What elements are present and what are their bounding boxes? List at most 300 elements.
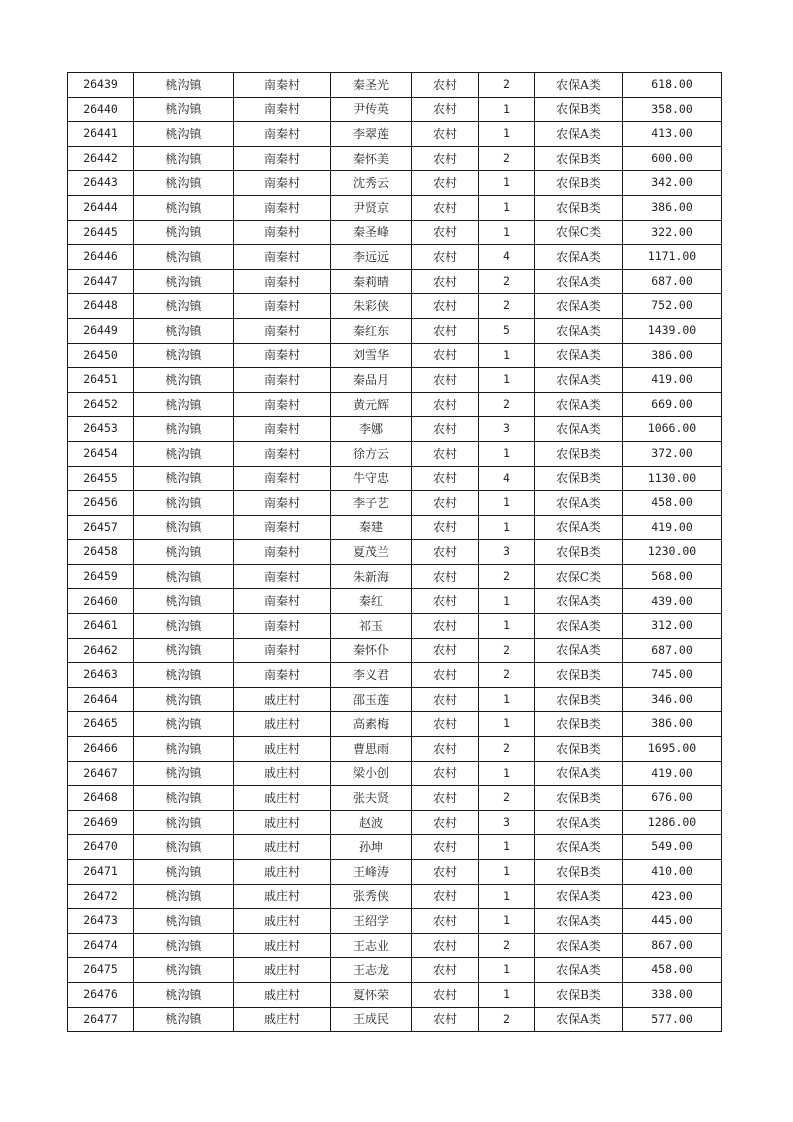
insurance-category-cell: 农保B类: [535, 712, 623, 737]
insurance-category-cell: 农保B类: [535, 737, 623, 762]
area-type-cell: 农村: [412, 564, 479, 589]
table-row: [68, 564, 722, 589]
area-type-cell: 农村: [412, 540, 479, 565]
amount-cell: 410.00: [623, 860, 722, 885]
township-cell: 桃沟镇: [134, 73, 234, 98]
village-cell: 南秦村: [234, 589, 331, 614]
amount-cell: 413.00: [623, 122, 722, 147]
area-type-cell: 农村: [412, 220, 479, 245]
village-cell: 南秦村: [234, 417, 331, 442]
household-size-cell: 2: [479, 564, 535, 589]
area-type-cell: 农村: [412, 958, 479, 983]
area-type-cell: 农村: [412, 491, 479, 516]
name-cell: 刘雪华: [331, 343, 412, 368]
name-cell: 曹思雨: [331, 737, 412, 762]
name-cell: 祁玉: [331, 614, 412, 639]
name-cell: 尹贤京: [331, 195, 412, 220]
name-cell: 秦怀美: [331, 146, 412, 171]
village-cell: 戚庄村: [234, 860, 331, 885]
insurance-category-cell: 农保A类: [535, 933, 623, 958]
amount-cell: 618.00: [623, 73, 722, 98]
serial-number-cell: 26446: [68, 245, 134, 270]
name-cell: 秦红: [331, 589, 412, 614]
amount-cell: 419.00: [623, 368, 722, 393]
township-cell: 桃沟镇: [134, 982, 234, 1007]
township-cell: 桃沟镇: [134, 958, 234, 983]
area-type-cell: 农村: [412, 97, 479, 122]
table-row: [68, 146, 722, 171]
insurance-category-cell: 农保A类: [535, 835, 623, 860]
amount-cell: 386.00: [623, 195, 722, 220]
village-cell: 戚庄村: [234, 712, 331, 737]
township-cell: 桃沟镇: [134, 122, 234, 147]
name-cell: 牛守忠: [331, 466, 412, 491]
amount-cell: 669.00: [623, 392, 722, 417]
insurance-category-cell: 农保C类: [535, 564, 623, 589]
household-size-cell: 2: [479, 933, 535, 958]
area-type-cell: 农村: [412, 737, 479, 762]
area-type-cell: 农村: [412, 663, 479, 688]
township-cell: 桃沟镇: [134, 638, 234, 663]
area-type-cell: 农村: [412, 146, 479, 171]
township-cell: 桃沟镇: [134, 737, 234, 762]
table-row: [68, 294, 722, 319]
village-cell: 戚庄村: [234, 737, 331, 762]
township-cell: 桃沟镇: [134, 1007, 234, 1032]
insurance-category-cell: 农保A类: [535, 761, 623, 786]
township-cell: 桃沟镇: [134, 146, 234, 171]
insurance-category-cell: 农保A类: [535, 417, 623, 442]
area-type-cell: 农村: [412, 171, 479, 196]
township-cell: 桃沟镇: [134, 294, 234, 319]
area-type-cell: 农村: [412, 687, 479, 712]
insurance-category-cell: 农保B类: [535, 146, 623, 171]
table-row: [68, 343, 722, 368]
township-cell: 桃沟镇: [134, 884, 234, 909]
amount-cell: 577.00: [623, 1007, 722, 1032]
insurance-category-cell: 农保A类: [535, 245, 623, 270]
name-cell: 朱彩侠: [331, 294, 412, 319]
household-size-cell: 1: [479, 491, 535, 516]
household-size-cell: 1: [479, 343, 535, 368]
insurance-category-cell: 农保C类: [535, 220, 623, 245]
serial-number-cell: 26442: [68, 146, 134, 171]
household-size-cell: 1: [479, 515, 535, 540]
name-cell: 张秀侠: [331, 884, 412, 909]
name-cell: 王峰涛: [331, 860, 412, 885]
township-cell: 桃沟镇: [134, 97, 234, 122]
insurance-category-cell: 农保A类: [535, 1007, 623, 1032]
township-cell: 桃沟镇: [134, 909, 234, 934]
serial-number-cell: 26464: [68, 687, 134, 712]
insurance-category-cell: 农保A类: [535, 73, 623, 98]
table-row: [68, 269, 722, 294]
household-size-cell: 1: [479, 97, 535, 122]
township-cell: 桃沟镇: [134, 835, 234, 860]
name-cell: 尹传英: [331, 97, 412, 122]
name-cell: 夏怀荣: [331, 982, 412, 1007]
village-cell: 戚庄村: [234, 810, 331, 835]
area-type-cell: 农村: [412, 786, 479, 811]
household-size-cell: 4: [479, 466, 535, 491]
serial-number-cell: 26466: [68, 737, 134, 762]
township-cell: 桃沟镇: [134, 220, 234, 245]
serial-number-cell: 26473: [68, 909, 134, 934]
township-cell: 桃沟镇: [134, 466, 234, 491]
village-cell: 南秦村: [234, 663, 331, 688]
township-cell: 桃沟镇: [134, 564, 234, 589]
village-cell: 戚庄村: [234, 835, 331, 860]
serial-number-cell: 26447: [68, 269, 134, 294]
village-cell: 南秦村: [234, 122, 331, 147]
village-cell: 戚庄村: [234, 884, 331, 909]
serial-number-cell: 26441: [68, 122, 134, 147]
amount-cell: 445.00: [623, 909, 722, 934]
name-cell: 孙坤: [331, 835, 412, 860]
insurance-category-cell: 农保A类: [535, 368, 623, 393]
household-size-cell: 2: [479, 73, 535, 98]
insurance-category-cell: 农保B类: [535, 982, 623, 1007]
name-cell: 秦圣光: [331, 73, 412, 98]
insurance-category-cell: 农保A类: [535, 638, 623, 663]
table-row: [68, 638, 722, 663]
amount-cell: 386.00: [623, 712, 722, 737]
amount-cell: 568.00: [623, 564, 722, 589]
township-cell: 桃沟镇: [134, 368, 234, 393]
insurance-category-cell: 农保B类: [535, 466, 623, 491]
village-cell: 南秦村: [234, 294, 331, 319]
table-row: [68, 810, 722, 835]
area-type-cell: 农村: [412, 122, 479, 147]
household-size-cell: 1: [479, 761, 535, 786]
table-row: [68, 712, 722, 737]
name-cell: 朱新海: [331, 564, 412, 589]
amount-cell: 322.00: [623, 220, 722, 245]
table-row: [68, 195, 722, 220]
serial-number-cell: 26477: [68, 1007, 134, 1032]
amount-cell: 386.00: [623, 343, 722, 368]
amount-cell: 419.00: [623, 761, 722, 786]
township-cell: 桃沟镇: [134, 392, 234, 417]
township-cell: 桃沟镇: [134, 171, 234, 196]
serial-number-cell: 26468: [68, 786, 134, 811]
table-row: [68, 491, 722, 516]
serial-number-cell: 26448: [68, 294, 134, 319]
village-cell: 南秦村: [234, 564, 331, 589]
household-size-cell: 1: [479, 958, 535, 983]
name-cell: 王成民: [331, 1007, 412, 1032]
village-cell: 南秦村: [234, 97, 331, 122]
name-cell: 秦红东: [331, 318, 412, 343]
name-cell: 张夫贤: [331, 786, 412, 811]
insurance-category-cell: 农保B类: [535, 663, 623, 688]
area-type-cell: 农村: [412, 441, 479, 466]
table-row: [68, 1007, 722, 1032]
village-cell: 南秦村: [234, 614, 331, 639]
table-row: [68, 786, 722, 811]
table-row: [68, 909, 722, 934]
serial-number-cell: 26475: [68, 958, 134, 983]
area-type-cell: 农村: [412, 761, 479, 786]
area-type-cell: 农村: [412, 638, 479, 663]
township-cell: 桃沟镇: [134, 933, 234, 958]
household-size-cell: 1: [479, 860, 535, 885]
township-cell: 桃沟镇: [134, 318, 234, 343]
household-size-cell: 2: [479, 663, 535, 688]
village-cell: 南秦村: [234, 515, 331, 540]
serial-number-cell: 26443: [68, 171, 134, 196]
area-type-cell: 农村: [412, 1007, 479, 1032]
household-size-cell: 3: [479, 417, 535, 442]
household-size-cell: 1: [479, 835, 535, 860]
amount-cell: 1230.00: [623, 540, 722, 565]
serial-number-cell: 26457: [68, 515, 134, 540]
name-cell: 王绍学: [331, 909, 412, 934]
table-row: [68, 540, 722, 565]
serial-number-cell: 26455: [68, 466, 134, 491]
name-cell: 李翠莲: [331, 122, 412, 147]
amount-cell: 676.00: [623, 786, 722, 811]
township-cell: 桃沟镇: [134, 614, 234, 639]
amount-cell: 338.00: [623, 982, 722, 1007]
name-cell: 秦品月: [331, 368, 412, 393]
amount-cell: 1439.00: [623, 318, 722, 343]
table-row: [68, 122, 722, 147]
household-size-cell: 1: [479, 884, 535, 909]
insurance-category-cell: 农保A类: [535, 810, 623, 835]
village-cell: 戚庄村: [234, 761, 331, 786]
amount-cell: 458.00: [623, 491, 722, 516]
serial-number-cell: 26456: [68, 491, 134, 516]
household-size-cell: 2: [479, 392, 535, 417]
area-type-cell: 农村: [412, 245, 479, 270]
table-row: [68, 687, 722, 712]
village-cell: 南秦村: [234, 318, 331, 343]
village-cell: 南秦村: [234, 220, 331, 245]
insurance-category-cell: 农保A类: [535, 294, 623, 319]
amount-cell: 867.00: [623, 933, 722, 958]
township-cell: 桃沟镇: [134, 491, 234, 516]
name-cell: 高素梅: [331, 712, 412, 737]
insurance-category-cell: 农保A类: [535, 515, 623, 540]
area-type-cell: 农村: [412, 835, 479, 860]
serial-number-cell: 26463: [68, 663, 134, 688]
serial-number-cell: 26440: [68, 97, 134, 122]
table-row: [68, 466, 722, 491]
serial-number-cell: 26450: [68, 343, 134, 368]
village-cell: 戚庄村: [234, 909, 331, 934]
village-cell: 南秦村: [234, 146, 331, 171]
name-cell: 梁小创: [331, 761, 412, 786]
household-size-cell: 5: [479, 318, 535, 343]
table-row: [68, 171, 722, 196]
name-cell: 秦建: [331, 515, 412, 540]
village-cell: 南秦村: [234, 245, 331, 270]
insurance-category-cell: 农保A类: [535, 122, 623, 147]
amount-cell: 439.00: [623, 589, 722, 614]
insurance-category-cell: 农保B类: [535, 860, 623, 885]
table-row: [68, 515, 722, 540]
insurance-category-cell: 农保A类: [535, 909, 623, 934]
serial-number-cell: 26458: [68, 540, 134, 565]
village-cell: 南秦村: [234, 269, 331, 294]
table-row: [68, 958, 722, 983]
township-cell: 桃沟镇: [134, 761, 234, 786]
area-type-cell: 农村: [412, 343, 479, 368]
area-type-cell: 农村: [412, 589, 479, 614]
insurance-category-cell: 农保B类: [535, 687, 623, 712]
insurance-category-cell: 农保B类: [535, 195, 623, 220]
household-size-cell: 3: [479, 540, 535, 565]
household-size-cell: 1: [479, 220, 535, 245]
area-type-cell: 农村: [412, 982, 479, 1007]
serial-number-cell: 26445: [68, 220, 134, 245]
serial-number-cell: 26452: [68, 392, 134, 417]
insurance-category-cell: 农保A类: [535, 589, 623, 614]
table-row: [68, 884, 722, 909]
area-type-cell: 农村: [412, 368, 479, 393]
township-cell: 桃沟镇: [134, 663, 234, 688]
township-cell: 桃沟镇: [134, 417, 234, 442]
village-cell: 戚庄村: [234, 933, 331, 958]
insurance-category-cell: 农保A类: [535, 491, 623, 516]
amount-cell: 419.00: [623, 515, 722, 540]
village-cell: 南秦村: [234, 441, 331, 466]
serial-number-cell: 26451: [68, 368, 134, 393]
serial-number-cell: 26476: [68, 982, 134, 1007]
township-cell: 桃沟镇: [134, 269, 234, 294]
village-cell: 南秦村: [234, 343, 331, 368]
household-size-cell: 1: [479, 195, 535, 220]
household-size-cell: 2: [479, 1007, 535, 1032]
name-cell: 王志龙: [331, 958, 412, 983]
insurance-category-cell: 农保B类: [535, 97, 623, 122]
serial-number-cell: 26461: [68, 614, 134, 639]
table-row: [68, 835, 722, 860]
village-cell: 南秦村: [234, 195, 331, 220]
table-row: [68, 97, 722, 122]
amount-cell: 423.00: [623, 884, 722, 909]
township-cell: 桃沟镇: [134, 860, 234, 885]
insurance-category-cell: 农保A类: [535, 614, 623, 639]
amount-cell: 549.00: [623, 835, 722, 860]
area-type-cell: 农村: [412, 712, 479, 737]
table-row: [68, 761, 722, 786]
area-type-cell: 农村: [412, 269, 479, 294]
household-size-cell: 2: [479, 638, 535, 663]
village-cell: 南秦村: [234, 466, 331, 491]
serial-number-cell: 26470: [68, 835, 134, 860]
amount-cell: 1286.00: [623, 810, 722, 835]
household-size-cell: 2: [479, 294, 535, 319]
name-cell: 李远远: [331, 245, 412, 270]
area-type-cell: 农村: [412, 466, 479, 491]
table-row: [68, 368, 722, 393]
area-type-cell: 农村: [412, 318, 479, 343]
name-cell: 徐方云: [331, 441, 412, 466]
area-type-cell: 农村: [412, 884, 479, 909]
household-size-cell: 1: [479, 909, 535, 934]
name-cell: 李义君: [331, 663, 412, 688]
serial-number-cell: 26449: [68, 318, 134, 343]
township-cell: 桃沟镇: [134, 245, 234, 270]
table-row: [68, 417, 722, 442]
records-table: [67, 72, 722, 1032]
area-type-cell: 农村: [412, 392, 479, 417]
amount-cell: 745.00: [623, 663, 722, 688]
amount-cell: 752.00: [623, 294, 722, 319]
insurance-category-cell: 农保A类: [535, 269, 623, 294]
serial-number-cell: 26467: [68, 761, 134, 786]
village-cell: 南秦村: [234, 171, 331, 196]
area-type-cell: 农村: [412, 614, 479, 639]
area-type-cell: 农村: [412, 810, 479, 835]
serial-number-cell: 26444: [68, 195, 134, 220]
serial-number-cell: 26469: [68, 810, 134, 835]
serial-number-cell: 26472: [68, 884, 134, 909]
village-cell: 南秦村: [234, 392, 331, 417]
township-cell: 桃沟镇: [134, 343, 234, 368]
area-type-cell: 农村: [412, 195, 479, 220]
table-row: [68, 737, 722, 762]
serial-number-cell: 26465: [68, 712, 134, 737]
serial-number-cell: 26453: [68, 417, 134, 442]
village-cell: 戚庄村: [234, 687, 331, 712]
name-cell: 黄元辉: [331, 392, 412, 417]
village-cell: 南秦村: [234, 638, 331, 663]
household-size-cell: 3: [479, 810, 535, 835]
area-type-cell: 农村: [412, 417, 479, 442]
village-cell: 戚庄村: [234, 958, 331, 983]
name-cell: 沈秀云: [331, 171, 412, 196]
serial-number-cell: 26454: [68, 441, 134, 466]
village-cell: 南秦村: [234, 368, 331, 393]
table-row: [68, 441, 722, 466]
table-row: [68, 220, 722, 245]
amount-cell: 372.00: [623, 441, 722, 466]
insurance-category-cell: 农保A类: [535, 318, 623, 343]
household-size-cell: 1: [479, 368, 535, 393]
name-cell: 赵波: [331, 810, 412, 835]
township-cell: 桃沟镇: [134, 515, 234, 540]
insurance-category-cell: 农保A类: [535, 343, 623, 368]
township-cell: 桃沟镇: [134, 195, 234, 220]
name-cell: 秦圣峰: [331, 220, 412, 245]
name-cell: 李子艺: [331, 491, 412, 516]
village-cell: 戚庄村: [234, 786, 331, 811]
area-type-cell: 农村: [412, 933, 479, 958]
table-row: [68, 392, 722, 417]
table-row: [68, 73, 722, 98]
name-cell: 秦怀仆: [331, 638, 412, 663]
household-size-cell: 4: [479, 245, 535, 270]
name-cell: 夏茂兰: [331, 540, 412, 565]
village-cell: 戚庄村: [234, 1007, 331, 1032]
household-size-cell: 1: [479, 122, 535, 147]
amount-cell: 600.00: [623, 146, 722, 171]
insurance-category-cell: 农保B类: [535, 171, 623, 196]
area-type-cell: 农村: [412, 294, 479, 319]
area-type-cell: 农村: [412, 73, 479, 98]
serial-number-cell: 26474: [68, 933, 134, 958]
township-cell: 桃沟镇: [134, 540, 234, 565]
records-body: [68, 73, 722, 1032]
name-cell: 李娜: [331, 417, 412, 442]
insurance-category-cell: 农保B类: [535, 540, 623, 565]
table-row: [68, 589, 722, 614]
table-row: [68, 318, 722, 343]
household-size-cell: 1: [479, 982, 535, 1007]
